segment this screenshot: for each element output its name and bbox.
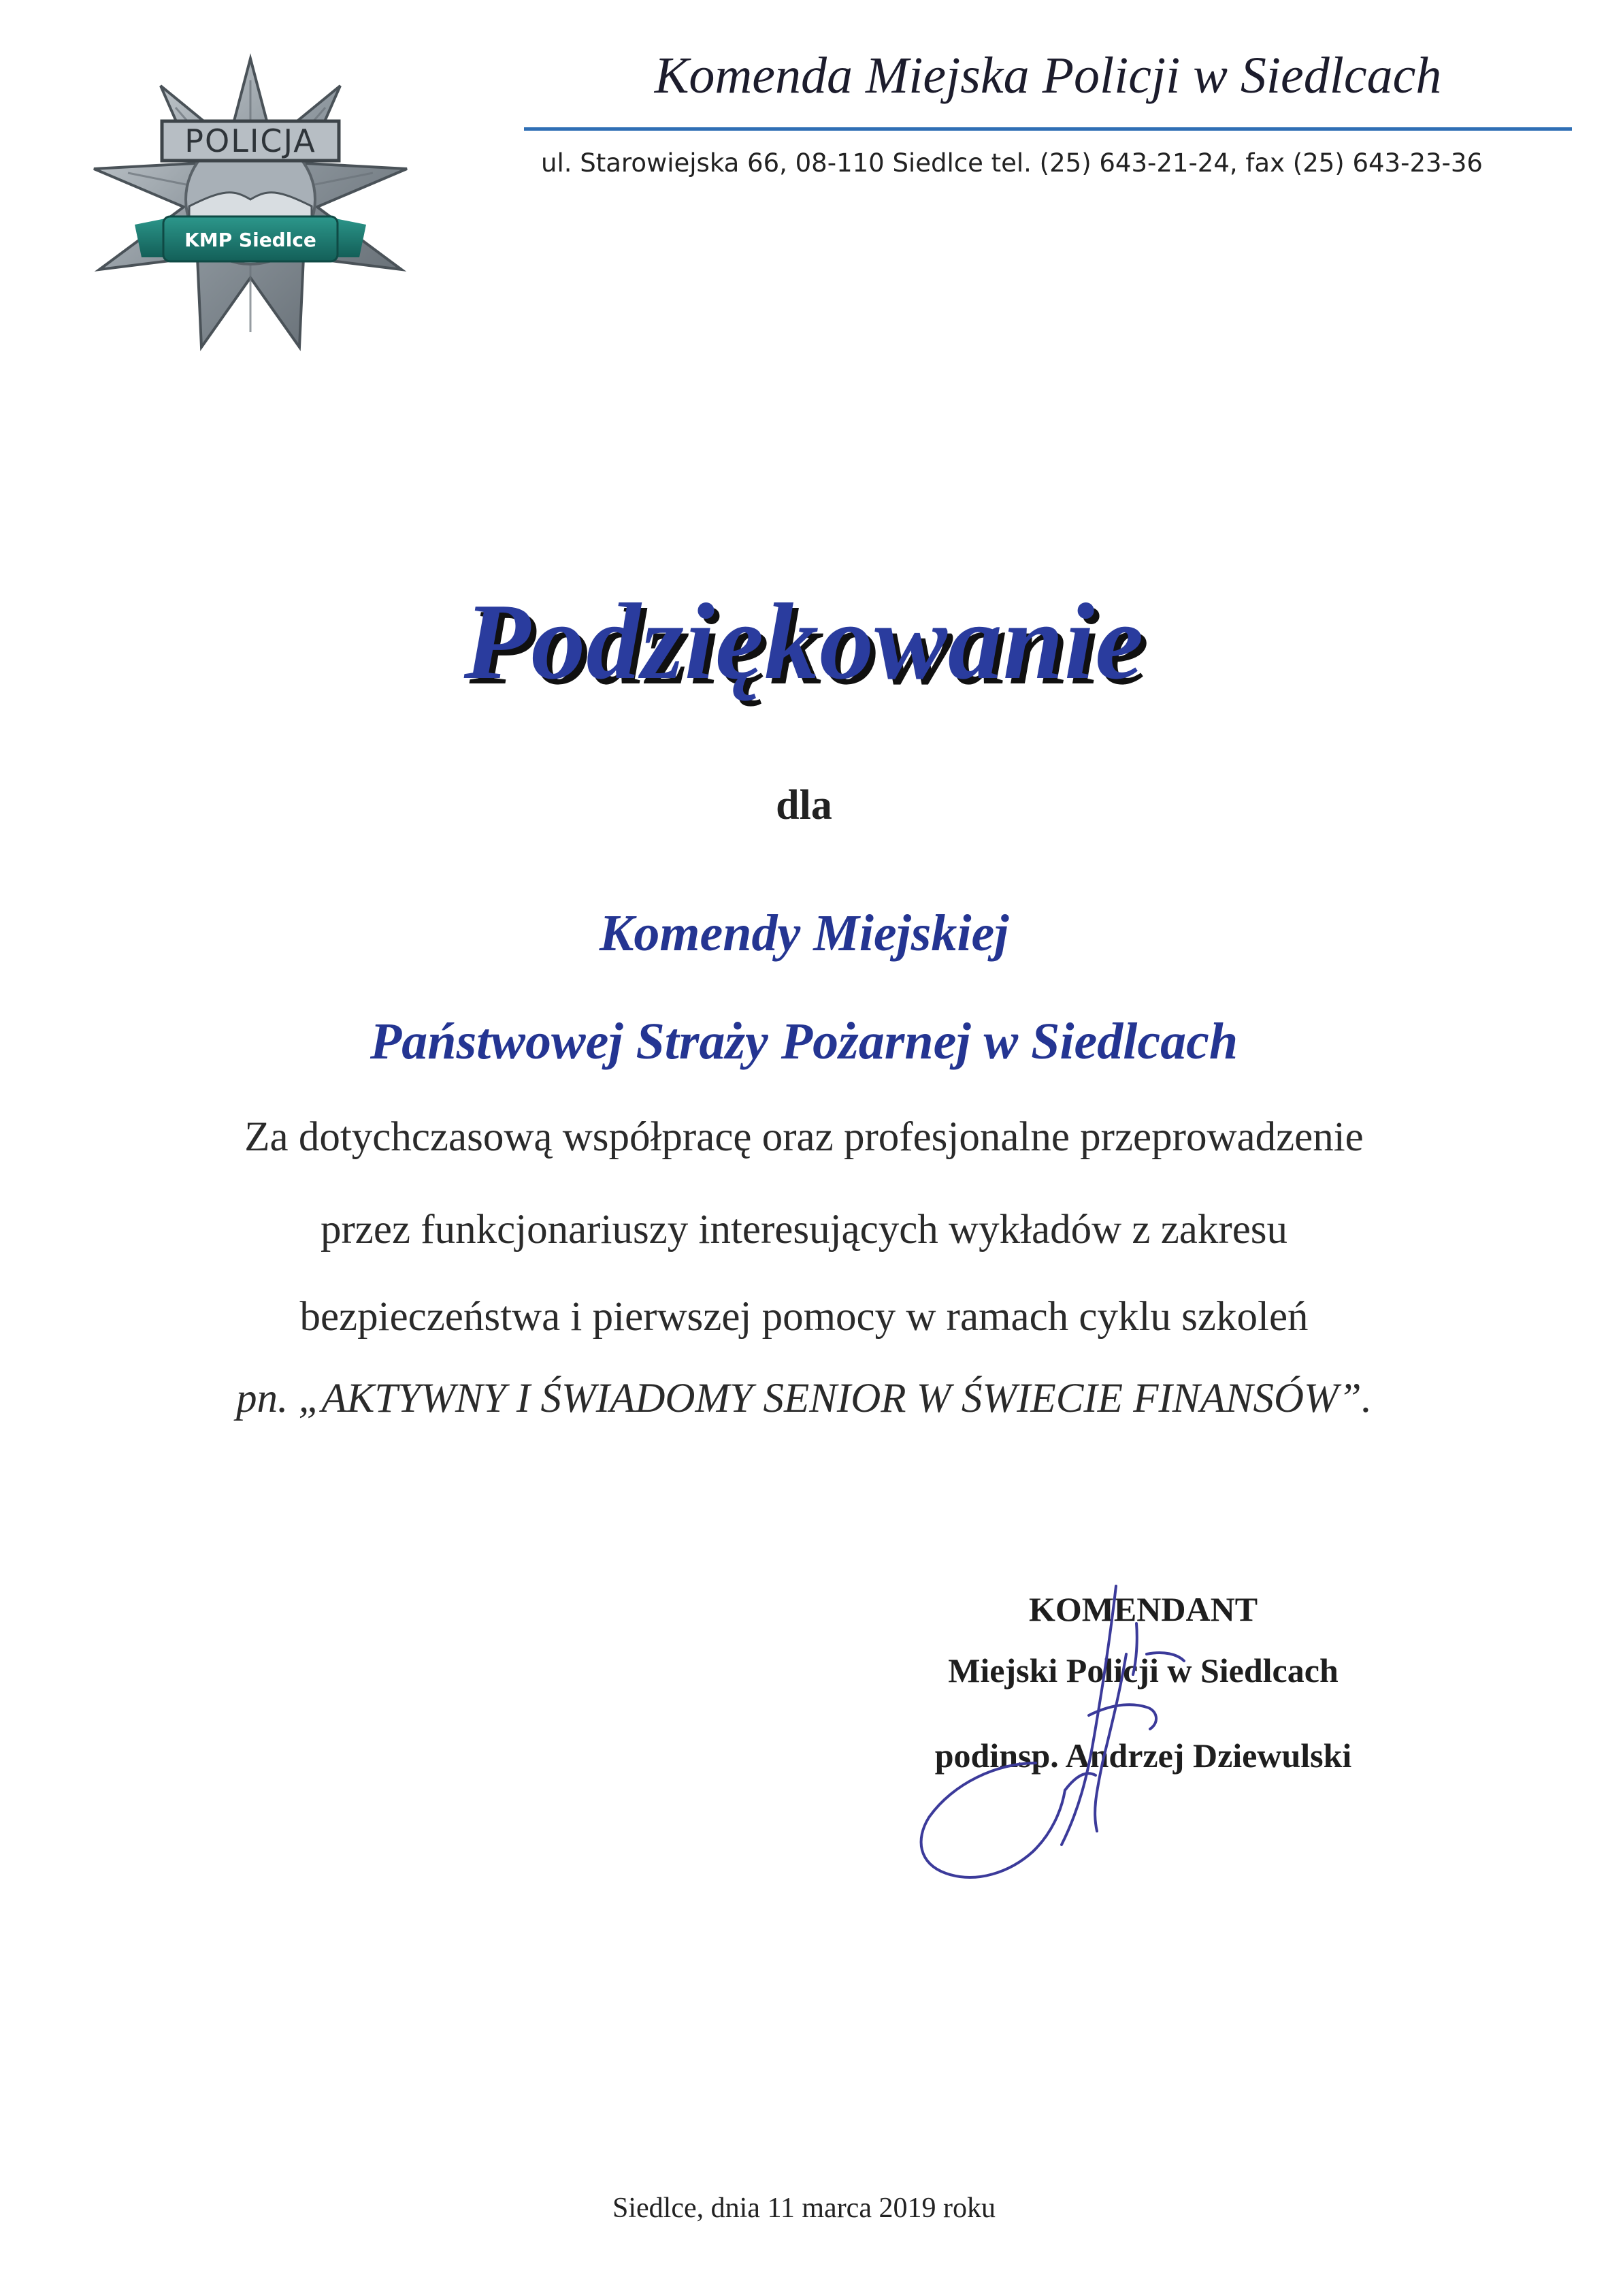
date-line: Siedlce, dnia 11 marca 2019 roku bbox=[612, 2193, 996, 2224]
recipient-line-2: Państwowej Straży Pożarnej w Siedlcach bbox=[370, 1013, 1238, 1070]
handwritten-signature bbox=[857, 1559, 1266, 1913]
badge-top-text: POLICJA bbox=[184, 123, 316, 159]
organization-name: Komenda Miejska Policji w Siedlcach bbox=[654, 47, 1442, 104]
contact-details: ul. Starowiejska 66, 08-110 Siedlce tel. (25) 643-21-24, fax (25) 643-23-36 bbox=[541, 148, 1483, 178]
for-word: dla bbox=[776, 782, 832, 828]
body-line-4: pn. „AKTYWNY I ŚWIADOMY SENIOR W ŚWIECIE FINANSÓW”. bbox=[236, 1376, 1372, 1421]
body-line-2: przez funkcjonariuszy interesujących wykładów z zakresu bbox=[320, 1207, 1288, 1252]
header-divider bbox=[524, 127, 1572, 131]
body-line-3: bezpieczeństwa i pierwszej pomocy w ramach cyklu szkoleń bbox=[299, 1294, 1309, 1340]
badge-ribbon-text: KMP Siedlce bbox=[184, 229, 316, 251]
signatory-name: podinsp. Andrzej Dziewulski bbox=[934, 1736, 1352, 1775]
recipient-line-1: Komendy Miejskiej bbox=[599, 905, 1009, 962]
signatory-role: Miejski Policji w Siedlcach bbox=[948, 1651, 1339, 1689]
police-star-logo bbox=[87, 53, 414, 353]
body-line-1: Za dotychczasową współpracę oraz profesjonalne przeprowadzenie bbox=[244, 1114, 1364, 1160]
document-title: Podziękowanie bbox=[463, 581, 1145, 702]
signatory-title: KOMENDANT bbox=[1028, 1590, 1258, 1628]
